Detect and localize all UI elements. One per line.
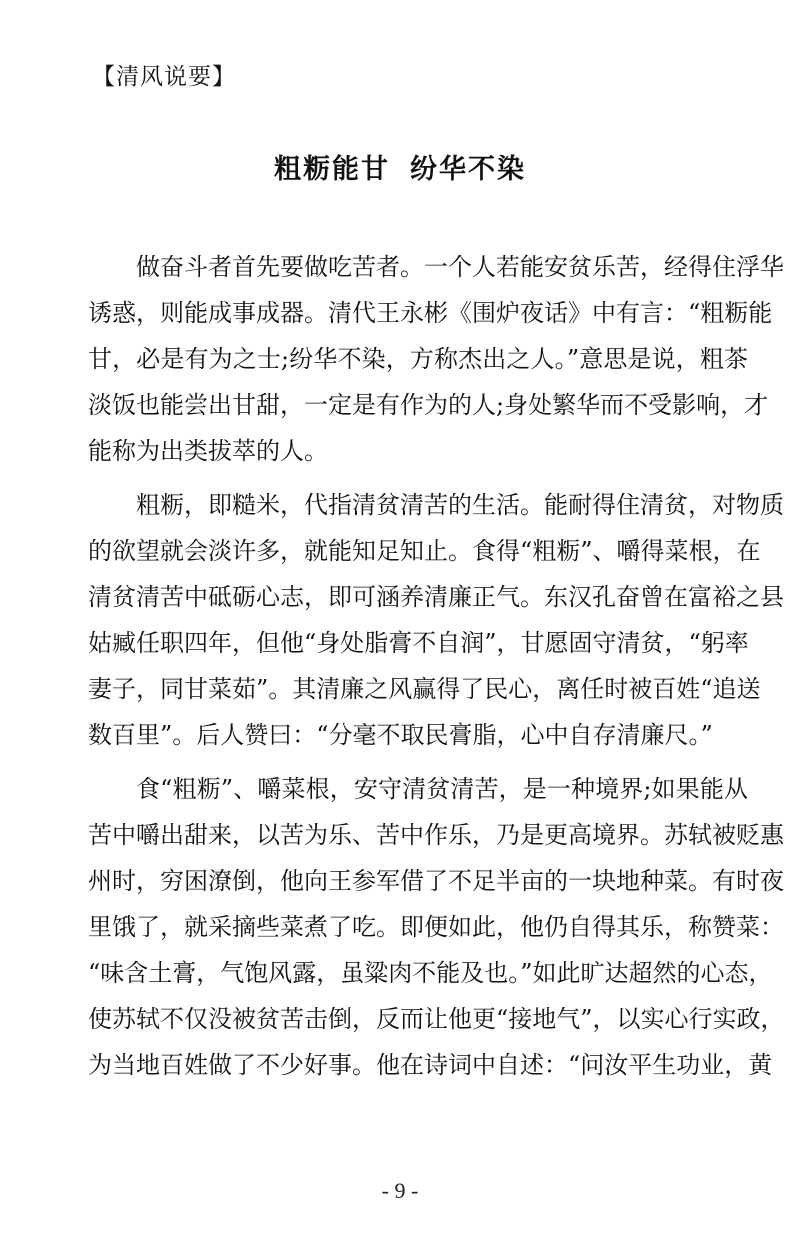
paragraph-line: 里饿了，就采摘些菜煮了吃。即便如此，他仍自得其乐，称赞菜： [88, 913, 784, 941]
paragraph-line: 使苏轼不仅没被贫苦击倒，反而让他更“接地气”，以实心行实政， [88, 1005, 785, 1033]
paragraph-line: 苦中嚼出甜来，以苦为乐、苦中作乐，乃是更高境界。苏轼被贬惠 [88, 821, 784, 849]
paragraph-line: 食“粗粝”、嚼菜根，安守清贫清苦，是一种境界;如果能从 [136, 775, 748, 803]
paragraph-line: 的欲望就会淡许多，就能知足知止。食得“粗粝”、嚼得菜根，在 [88, 537, 761, 565]
title-part-1: 粗粝能甘 [274, 154, 390, 185]
paragraph-1 [88, 244, 784, 474]
paragraph-line: 州时，穷困潦倒，他向王参军借了不足半亩的一块地种菜。有时夜 [88, 867, 784, 895]
paragraph-line: 数百里”。后人赞曰：“分毫不取民膏脂，心中自存清廉尺。” [88, 721, 713, 749]
paragraph-line: 粗粝，即糙米，代指清贫清苦的生活。能耐得住清贫，对物质 [136, 491, 784, 519]
section-tag: 【清风说要】 [92, 64, 236, 90]
paragraph-line: “味含土膏，气饱风露，虽粱肉不能及也。”如此旷达超然的心态， [88, 959, 773, 987]
paragraph-line: 为当地百姓做了不少好事。他在诗词中自述：“问汝平生功业，黄 [88, 1051, 773, 1079]
paragraph-line: 能称为出类拔萃的人。 [88, 437, 328, 465]
page-number: - 9 - [381, 1178, 419, 1203]
paragraph-line: 淡饭也能尝出甘甜，一定是有作为的人;身处繁华而不受影响，才 [88, 391, 769, 419]
document-title [0, 152, 800, 188]
paragraph-line: 妻子，同甘菜茹”。其清廉之风赢得了民心，离任时被百姓“追送 [88, 675, 761, 703]
body-text [88, 244, 785, 1088]
paragraph-line: 姑臧任职四年，但他“身处脂膏不自润”，甘愿固守清贫，“躬率 [88, 629, 749, 657]
paragraph-line: 诱惑，则能成事成器。清代王永彬《围炉夜话》中有言：“粗粝能 [88, 299, 773, 327]
paragraph-line: 做奋斗者首先要做吃苦者。一个人若能安贫乐苦，经得住浮华 [136, 253, 784, 281]
title-part-2: 纷华不染 [410, 154, 526, 185]
paragraph-line: 清贫清苦中砥砺心志，即可涵养清廉正气。东汉孔奋曾在富裕之县 [88, 583, 784, 611]
paragraph-line: 甘，必是有为之士;纷华不染，方称杰出之人。”意思是说，粗茶 [88, 345, 748, 373]
paragraph-2 [88, 482, 784, 758]
paragraph-3 [88, 766, 785, 1088]
